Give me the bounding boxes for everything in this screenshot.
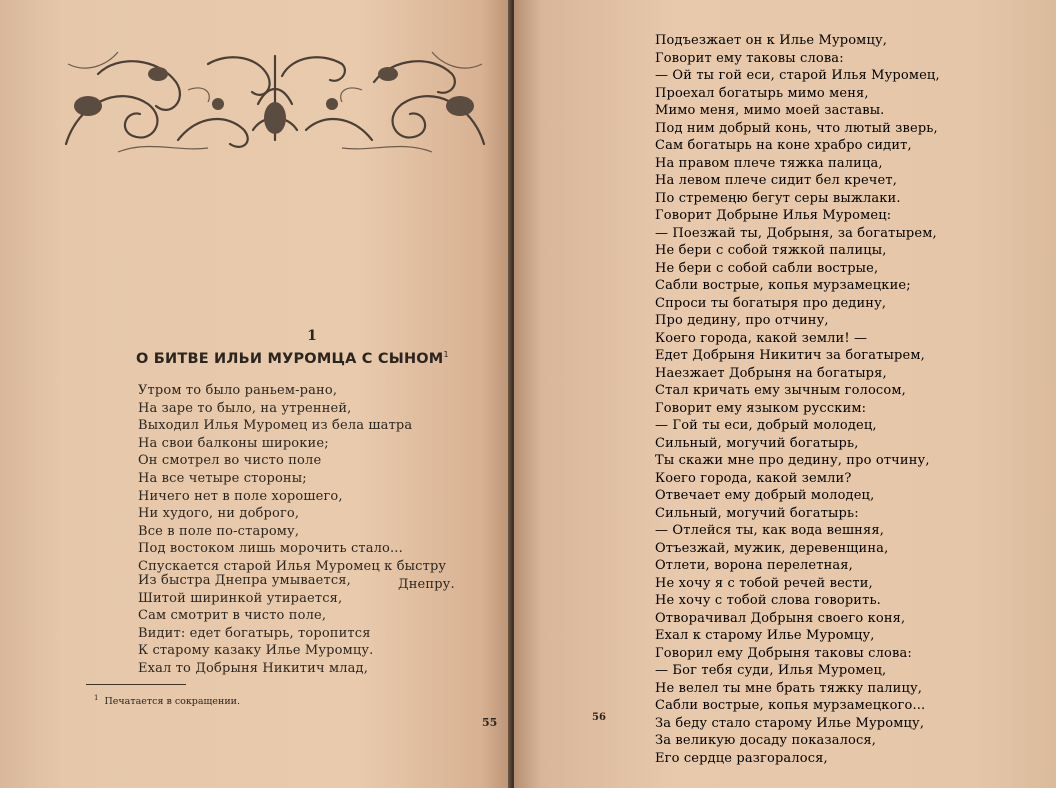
poem-line: Стал кричать ему зычным голосом,	[655, 383, 906, 398]
poem-line: Его сердце разгоралося,	[655, 750, 828, 766]
poem-line: Сабли вострые, копья мурзамецкого...	[655, 698, 926, 713]
poem-line-continuation: Днепру.	[398, 576, 455, 592]
poem-line: На заре то было, на утренней,	[138, 400, 352, 416]
poem-line: Едет Добрыня Никитич за богатырем,	[655, 348, 925, 363]
poem-line: Не велел ты мне брать тяжку палицу,	[655, 680, 923, 696]
poem-line: По стремеңю бегут серы выжлаки.	[655, 190, 901, 206]
poem-line: На левом плече сидит бел кречет,	[655, 173, 897, 188]
poem-line: Наезжает Добрыня на богатыря,	[655, 365, 887, 381]
poem-line: Сам богатырь на коне храбро сидит,	[655, 138, 912, 153]
poem-line: Видит: едет богатырь, торопится	[138, 625, 371, 641]
poem-line: Не хочу я с тобой речей вести,	[655, 575, 873, 591]
poem-line: Ничего нет в поле хорошего,	[138, 488, 343, 504]
poem-line: Коего города, какой земли?	[655, 470, 852, 486]
footnote	[94, 694, 240, 707]
poem-line: На все четыре стороны;	[138, 470, 307, 486]
poem-line: Из быстра Днепра умывается,	[138, 573, 351, 588]
poem-line: Спроси ты богатыря про дедину,	[655, 295, 887, 311]
poem-line: Мимо меня, мимо моей заставы.	[655, 103, 885, 118]
poem-line: Сам смотрит в чисто поле,	[138, 608, 327, 624]
poem-line: — Бог тебя суди, Илья Муромец,	[655, 663, 887, 678]
poem-right-page	[655, 32, 940, 767]
poem-line: На свои балконы широкие;	[138, 435, 329, 451]
page-number-right: 56	[592, 712, 606, 723]
poem-line: За беду стало старому Илье Муромцу,	[655, 715, 925, 731]
poem-line: Ни худого, ни доброго,	[138, 506, 300, 522]
poem-line: Не бери с собой сабли вострые,	[655, 260, 879, 276]
poem-line: Утром то было раньем-рано,	[138, 383, 338, 398]
poem-line: Выходил Илья Муромец из бела шатра	[138, 418, 413, 434]
poem-line: Отвечает ему добрый молодец,	[655, 488, 875, 503]
chapter-title-text: О БИТВЕ ИЛЬИ МУРОМЦА С СЫНОМ	[136, 350, 444, 367]
poem-line: За великую досаду показалося,	[655, 733, 877, 748]
poem-stanza-1	[138, 382, 455, 593]
poem-line: На правом плече тяжка палица,	[655, 155, 883, 171]
title-footnote-mark: 1	[443, 350, 449, 359]
poem-line: Говорит ему языком русским:	[655, 400, 867, 416]
poem-line: Шитой ширинкой утирается,	[138, 590, 343, 606]
poem-line: — Ой ты гой еси, старой Илья Муромец,	[655, 68, 940, 83]
poem-line: Проехал богатырь мимо меня,	[655, 85, 869, 101]
left-page	[0, 0, 512, 788]
chapter-title	[136, 350, 456, 367]
chapter-number: 1	[307, 328, 317, 344]
poem-line: — Отлейся ты, как вода вешняя,	[655, 523, 884, 538]
poem-line: Коего города, какой земли! —	[655, 330, 868, 346]
poem-line: Отъезжай, мужик, деревенщина,	[655, 540, 889, 556]
poem-line: Сильный, могучий богатырь,	[655, 435, 859, 451]
poem-line: Не бери с собой тяжкой палицы,	[655, 243, 887, 258]
poem-line: Он смотрел во чисто поле	[138, 453, 322, 469]
poem-line: Под востоком лишь морочить стало...	[138, 541, 403, 557]
poem-line: Подъезжает он к Илье Муромцу,	[655, 33, 888, 48]
poem-line: К старому казаку Илье Муромцу.	[138, 643, 374, 659]
footnote-mark: 1	[94, 694, 99, 702]
poem-line: Ехал то Добрыня Никитич млад,	[138, 660, 368, 676]
poem-line: Говорит Добрыне Илья Муромец:	[655, 208, 892, 223]
poem-line: Все в поле по-старому,	[138, 523, 300, 539]
page-number-left: 55	[482, 716, 498, 729]
poem-line: Отлети, ворона перелетная,	[655, 558, 853, 573]
poem-line: Ты скажи мне про дедину, про отчину,	[655, 453, 930, 468]
poem-line: Спускается старой Илья Муромец к быстру	[138, 558, 447, 574]
poem-line: Сильный, могучий богатырь:	[655, 505, 859, 521]
floral-ornament-headpiece	[58, 44, 492, 160]
poem-line: Говорил ему Добрыня таковы слова:	[655, 645, 912, 661]
poem-line: — Гой ты еси, добрый молодец,	[655, 418, 877, 433]
poem-line: — Поезжай ты, Добрыня, за богатырем,	[655, 225, 937, 241]
poem-line: Про дедину, про отчину,	[655, 313, 829, 328]
poem-line: Под ним добрый конь, что лютый зверь,	[655, 120, 938, 136]
poem-stanza-2	[138, 572, 373, 678]
footnote-divider	[86, 684, 186, 685]
poem-line: Ехал к старому Илье Муромцу,	[655, 628, 875, 643]
poem-line: Говорит ему таковы слова:	[655, 50, 844, 66]
footnote-text: Печатается в сокращении.	[104, 696, 241, 708]
poem-line: Отворачивал Добрыня своего коня,	[655, 610, 906, 626]
poem-line: Не хочу с тобой слова говорить.	[655, 593, 881, 608]
poem-line: Сабли вострые, копья мурзамецкие;	[655, 278, 911, 293]
